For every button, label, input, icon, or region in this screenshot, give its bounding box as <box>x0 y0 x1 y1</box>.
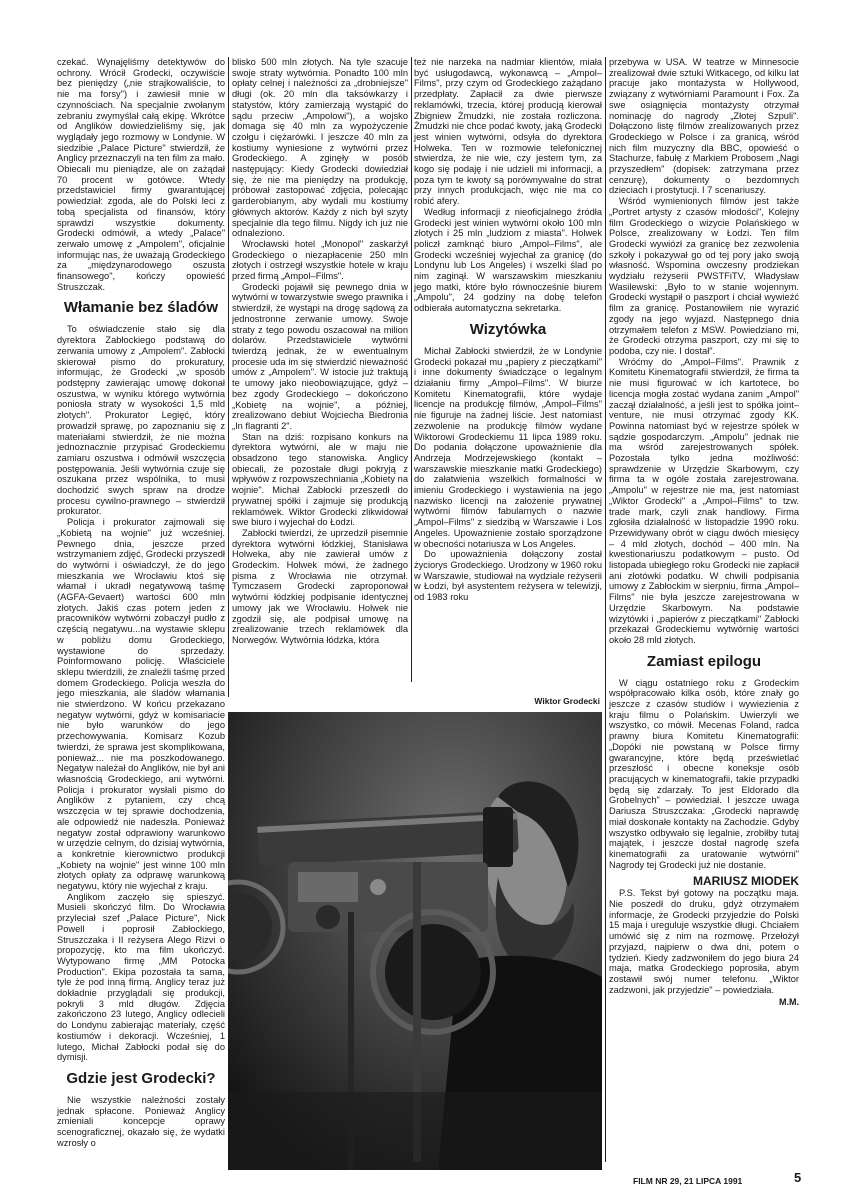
column-divider <box>411 57 412 682</box>
paragraph: Anglikom zaczęło się spieszyć. Musieli skończyć film. Do Wrocławia przyleciał szef „Palace Picture", Nick Powell i poprosił Zabłockiego, Struszczaka i II reżysera Alego Rizvi o propozycję, kto ma film ukończyć. Wytypowano firmę „MM Potocka Production". Ekipa pozostała ta sama, tyle że pod inną firmą. Anglicy teraz już dokładnie przyglądali się produkcji, pokryli 3 mld długów. Zdjęcia zakończono 23 lutego, Anglicy odlecieli do Londynu zabierając materiały, część kostiumów i dekoracji. Wcześniej, 1 lutego, Michał Zabłocki podał się do dymisji. <box>57 891 225 1063</box>
column-divider <box>605 57 606 1162</box>
issue-footer: FILM NR 29, 21 LIPCA 1991 <box>633 1176 743 1186</box>
article-column-3 <box>414 57 602 603</box>
article-column-2 <box>232 57 408 646</box>
section-heading: Zamiast epilogu <box>646 652 762 670</box>
paragraph: W ciągu ostatniego roku z Grodeckim współpracowało kilka osób, które znały go jeszcze z czasów studiów i wywiezienia z kraju filmu o Polańskim. Uwierzyli we wszystko, co mówił. Mecenas Foland, radca prawny biura Komitetu Kinematografii: „Dopóki nie powstaną w Polsce firmy gwarancyjne, które będą prześwietlać przeszłość i obecne koneksje osób pracujących w kinematografii, takie przypadki będą się zdarzały. To jest Eldorado dla Grobelnych" – powiedział. I jeszcze uwaga Dariusza Struszczaka: „Grodecki naprawdę miał doskonałe kontakty na Zachodzie. Gdyby wszystko odbywało się legalnie, zrobiłby tutaj majątek, i jeszcze dostał nagrodę szefa kinematografii za uratowanie wytwórni" Nagrody tej Grodecki już nie dostanie. <box>609 677 799 870</box>
photo-illustration <box>228 712 602 1170</box>
paragraph: Nie wszystkie należności zostały jednak spłacone. Ponieważ Anglicy zmieniali koncepcje oprawy scenograficznej, okazało się, że wydatki wzrosły o <box>57 1094 225 1148</box>
paragraph: To oświadczenie stało się dla dyrektora Zabłockiego podstawą do zerwania umowy z „Ampolem". Zabłocki skierował pismo do prokuratury, informując, że Grodecki „w sposób podstępny zawierając umowę dokonał oszustwa, w wyniku którego wytwórnia poniosła straty w wysokości 1,5 mld złotych". Prokurator Legięć, który prowadził sprawę, po zapoznaniu się z materiałami stwierdził, że nie można jednoznacznie przypisać Grodeckiemu zamiaru oszustwa i odmówił wszczęcia postępowania. Jeśli wytwórnia czuje się oszukana przez wspólnika, to musi dochodzić swych spraw na drodze procesu cywilno-prawnego – stwierdził prokurator. <box>57 324 225 517</box>
paragraph: Według informacji z nieoficjalnego źródła Grodecki jest winien wytwórni około 100 mln złotych i 25 mln „ludziom z miasta". Holwek policzł zamknąć biuro „Ampol–Films", ale Grodecki wcześniej wyjechał za granicę (do Londynu lub Los Angeles) i wszelki ślad po nim zaginął. W warszawskim mieszkaniu jego matki, które było równocześnie biurem „Ampolu", 24 godziny na dobę telefon odbierała automatyczna sekretarka. <box>414 206 602 314</box>
postscript: P.S. Tekst był gotowy na początku maja. Nie poszedł do druku, gdyż otrzymałem informacje, że Grodecki przyjedzie do Polski 15 maja i ureguluje wszystkie długi. Chciałem umówić się z nim na rozmowę. Przełożył przyjazd, najpierw o dwa dni, potem o tydzień. Kiedy zadzwoniłem do jego biura 24 maja, matka Grodeckiego poprosiła, abym zostawił swój numer telefonu. „Wiktor zadzwoni, jak przyjedzie" – powiedziała. <box>609 888 799 995</box>
paragraph: czekać. Wynajęliśmy detektywów do ochrony. Wrócił Grodecki, oczywiście bez pieniędzy („nie strajkowaliście, to nie ma forsy") i zawiesił mnie w czynnościach. Na specjalnie zwołanym zebraniu zwymyślał całą ekipę. Wkrótce od Anglików dowiedzieliśmy się, jak wyglądały jego rozmowy w Londynie. W siedzibie „Palace Picture" stwierdził, że Anglicy przeznaczyli na ten film za mało. Obiecali mu pieniądze, ale on zażądał 70 procent w gotówce. Wtedy przedstawiciel firmy gwarantującej powiedział: zgoda, ale do Polski leci z tobą specjalista od finansów, który sprawdzi wszystkie dokumenty. Grodecki odmówił, a wtedy „Palace" zerwało umowę z „Ampolem", oficjalnie informując nas, że uważają Grodeckiego za „międzynarodowego oszusta finansowego", kończy opowieść Struszczak. <box>57 57 225 292</box>
section-heading: Gdzie jest Grodecki? <box>66 1069 216 1087</box>
portrait-photo <box>228 712 602 1170</box>
section-heading: Włamanie bez śladów <box>63 299 219 317</box>
paragraph: Wśród wymienionych filmów jest także „Portret artysty z czasów młodości", Kolejny film Grodeckiego o wizycie Polańskiego w Polsce, zrealizowany w Łodzi. Ten film Grodecki wywiózł za granicę bez zezwolenia szkoły i pokazywał go od tej pory jako swoją własność. Wspomina owczesny prodziekan wydziału reżyserii PWSTFiTV, Władysław Wasilewski: „Było to w stanie wojennym. Grodecki wystąpił o paszport i chciał wywieźć film za granicę. Postanowiłem nie wyrazić zgody na jego wyjazd. Następnego dnia otrzymałem telefon z MSW. Powiedziano mi, że Grodecki otrzyma paszport, czy mi się to podoba, czy nie. I dostał". <box>609 196 799 356</box>
paragraph: Policja i prokurator zajmowali się „Kobietą na wojnie" już wcześniej. Pewnego dnia, jeszcze przed wstrzymaniem zdjęć, Grodecki przyszedł do wytwórni i oświadczył, że do jego mieszkania we Wrocławiu ktoś się włamał i ukradł negatywową taśmę (AGFA-Gevaert) wartości 600 mln złotych. Jakiś czas potem jeden z pracowników wytwórni zobaczył pudło z częścią negatywu...na wystawie sklepu w pobliżu domu Grodeckiego, wystawione do sprzedaży. Poinformowano policję. Właściciele sklepu twierdzili, że znaleźli taśmę przed domem Grodeckiego. Policja weszła do jego mieszkania, ale śladów włamania nie stwierdzono. W końcu przekazano negatyw wytwórni, gdyż w komisariacie nie było warunków do jego przechowywania. Komisarz Kozub twierdzi, że sprawa jest skomplikowana, ponieważ... nie ma poszkodowanego. Negatyw należał do Anglików, nie był ani własnością Grodeckiego, ani wytwórni. Policja i prokurator wysłali pismo do Anglików z pytaniem, czy chcą wszczęcia w tej sprawie dochodzenia, ale odpowiedź nie nadeszła. Ponieważ negatyw został odprawiony warunkowo w urzędzie celnym, do dzisiaj wytwórnia, a konkretnie kierownictwo produkcji „Kobiety na wojnie" jest winne 100 mln złotych opłaty za odprawę warunkową negatywu, który nie wyjechał z kraju. <box>57 517 225 892</box>
paragraph: blisko 500 mln złotych. Na tyle szacuje swoje straty wytwórnia. Ponadto 100 mln opłaty celnej i należności za „drobniejsze" długi (ok. 20 mln dla taksówkarzy i statystów, który zamierzają wystąpić do sądu przeciw „Ampolowi"), a wojsko domaga się 40 mln za wypożyczenie czołgu i ciężarówki. I jeszcze 40 mln za kostiumy wyniesione z wytwórni przez Grodeckiego. A zginęły w posób następujący: Kiedy Grodecki dowiedział się, że nie ma pieniędzy na produkcję, próbował zastopować zdjęcia, polecając garderobianym, aby wydali mu kostiumy głównych aktorów. Każdy z nich był szyty specjalnie dla tego filmu. Nigdy ich już nie odnaleziono. <box>232 57 408 239</box>
paragraph: Wróćmy do „Ampol–Films". Prawnik z Komitetu Kinematografii stwierdził, że firma ta nie musi figurować w ich kartotece, bo licencja mogła zostać wydana zanim „Ampol" zaczął działalność, a jeśli jest to spółka joint–venture, nie musi otrzymać zgody KK. Powinna natomiast być w rejestrze spółek w sądzie gospodarczym. „Ampolu" jednak nie ma wśród zarejestrowanych spółek. Pozostała tylko jedna możliwość: sprawdzenie w Urzędzie Skarbowym, czy firma ta w ogóle została zarejestrowana. „Ampolu" w rejestrze nie ma, jest natomiast „Wiktor Grodecki" a „Ampol–Films" to tzw. trade mark, czyli znak handlowy. Firma zgłosiła działalność w listopadzie 1990 roku. Przewidywany obrót w ciągu dwóch miesięcy – 4 mld złotych, dochód – 400 mln. Na kwestionariuszu podatkowym – pusto. Od listopada ubiegłego roku Grodecki nie zapłacił ani złotówki podatku. W chwili podpisania umowy z Zabłockim w sierpniu, firma „Ampol–Films" nie była jeszcze zarejestrowana w Urzędzie Skarbowym. Na podstawie wizytówki i „papierów z pieczątkami" Zabłocki przekazał Grodeckiemu wytwórnię wartości około 28 mld złotych. <box>609 356 799 645</box>
paragraph: Wrocławski hotel „Monopol" zaskarżył Grodeckiego o niezapłacenie 250 mln złotych i ostrzegł wszystkie hotele w kraju przed firmą „Ampol–Films". <box>232 238 408 282</box>
paragraph: Michał Zabłocki stwierdził, że w Londynie Grodecki pokazał mu „papiery z pieczątkami" i inne dokumenty świadczące o legalnym działaniu firmy „Ampol–Films". W biurze Komitetu Kinematografii, które wydaje licencje na produkcję filmów, „Ampol–Films" nie figuruje na żadnej liście. Jest natomiast zezwolenie na produkcję filmów wydane Wiktorowi Grodeckiemu 11 lipca 1989 roku. Do podania dołączone upoważnienie dla Andrzeja Modrzejewskiego (kontakt – warszawskie mieszkanie matki Grodeckiego) do załatwienia wszelkich formalności w imieniu Grodeckiego i wystawienia na jego nazwisko licencji na założenie prywatnej wytwórni filmów fabularnych o nazwie „Ampol–Films" z siedzibą w Warszawie i Los Angeles. Upoważnienie zostało sporządzone w obecności notariusza w Los Angeles. <box>414 345 602 549</box>
paragraph: przebywa w USA. W teatrze w Minnesocie zrealizował dwie sztuki Witkacego, od kilku lat pracuje jako montażysta w Hollywood, związany z wytwórniami Paramount i Fox. Za swe osiągnięcia montażysty otrzymał nominację do nagrody „Złotej Szpuli". Dołączono listę filmów zrealizowanych przez Grodeckiego w Polsce i za granicą, wśród nich film muzyczny dla BBC, opowieść o Stachurze, fabułę z Markiem Probosem „Nagi przyszedłem" (dopisek: zatrzymana przez cenzurę), dokumenty o bezdomnych dzieciach i prostytucji. I 7 scenariuszy. <box>609 57 799 196</box>
section-heading: Wizytówka <box>469 320 547 338</box>
paragraph: Stan na dziś: rozpisano konkurs na dyrektora wytwórni, ale w maju nie obsadzono tego stanowiska. Anglicy obiecali, że pozostałe długi pokryją z wpływów z rozpowszechniania „Kobiety na wojnie". Michał Zabłocki przeszedł do prywatnej spółki i zajmuje się produkcją reklamówek. Wiktor Grodecki zlikwidował swe biuro i wyjechał do Łodzi. <box>232 431 408 528</box>
article-column-4 <box>609 57 799 1008</box>
paragraph: Do upoważnienia dołączony został życiorys Grodeckiego. Urodzony w 1960 roku w Warszawie, studiował na wydziale reżyserii w Łodzi, był asystentem reżysera w telewizji, od 1983 roku <box>414 549 602 603</box>
photo-caption: Wiktor Grodecki <box>534 696 600 706</box>
paragraph: Grodecki pojawił się pewnego dnia w wytwórni w towarzystwie swego prawnika i stwierdził, że wystąpi na drogę sądową za jednostronne zerwanie umowy. Swoje straty z tego powodu oszacował na milion dolarów. Przedstawiciele wytwórni twierdzą jednak, że w ewentualnym procesie uda im się stwierdzić nieważność umów z „Ampolem". W istocie już traktują te umowy jako nieobowiązujące, gdyż – bez zgody Grodeckiego – dokończono „Kobietę na wojnie", a później, zrealizowano debiut Wojciecha Biedronia „In flagranti 2". <box>232 281 408 431</box>
article-column-1 <box>57 57 225 1149</box>
author-signature: MARIUSZ MIODEK <box>693 874 799 889</box>
paragraph: też nie narzeka na nadmiar klientów, miała być usługodawcą, wykonawcą – „Ampol–Films", przy czym od Grodeckiego zażądano przedpłaty. Zapłacił za dwie pierwsze reklamówki, trzecia, której producją kierował Zbigniew Żmudzki, nie została rozliczona. Żmudzki nie chce podać kwoty, jaką Grodecki jest winien wytwórni, odsyła do dyrektora Holweka. Ten w rozmowie telefonicznej stwierdza, że nie wie, czy jestem tym, za kogo się podaję i nie udzieli mi informacji, a poza tym te kwoty są porównywalne do strat przy innych produkcjach, więc nie ma co robić afery. <box>414 57 602 207</box>
page-number: 5 <box>794 1170 802 1185</box>
author-initials: M.M. <box>779 997 799 1008</box>
column-divider <box>228 57 229 697</box>
paragraph: Zabłocki twierdzi, że uprzedził pisemnie dyrektora wytwórni łódzkiej, Stanisława Holweka, aby nie zawierał umów z Grodeckim. Holwek mówi, że żadnego pisma z Wrocławia nie otrzymał. Tymczasem Grodecki zaproponował wytwórni łódzkiej podpisanie identycznej umowy jak we Wrocławiu. Holwek nie zgodził się, ale podpisał umowę na zrealizowanie trzech reklamówek dla Norwegów. Wytwórnia łódzka, która <box>232 527 408 645</box>
